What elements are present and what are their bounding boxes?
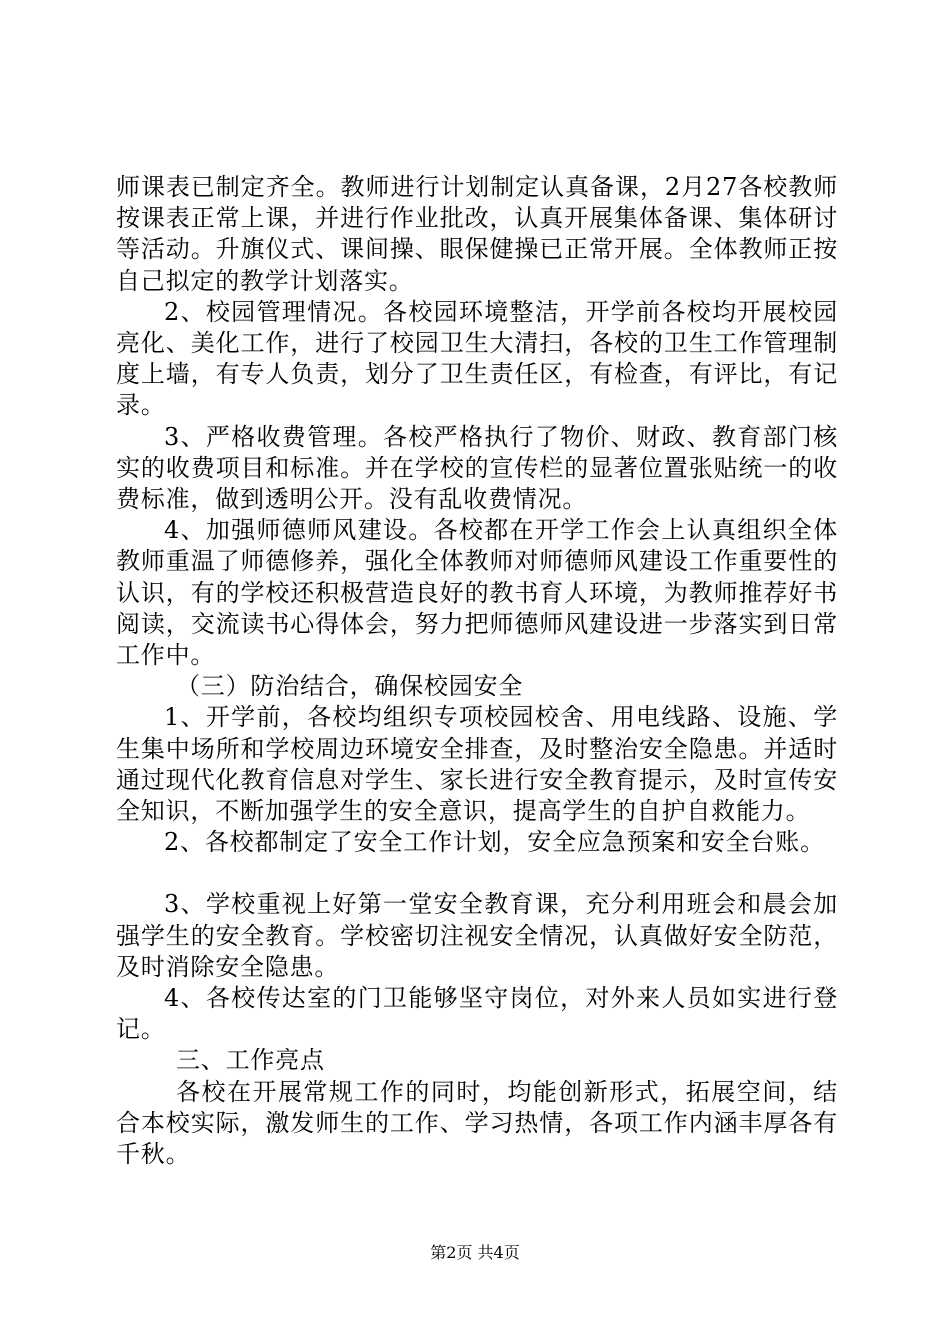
paragraph-highlights: 各校在开展常规工作的同时，均能创新形式，拓展空间，结合本校实际，激发师生的工作、学习热情，各项工作内涵丰厚各有千秋。 (116, 1077, 838, 1169)
document-body (116, 172, 838, 1170)
page-number-footer: 第2页 共4页 (430, 1243, 520, 1262)
paragraph-safety-plan: 2、各校都制定了安全工作计划，安全应急预案和安全台账。 (164, 828, 825, 857)
paragraph-campus-management: 2、校园管理情况。各校园环境整洁，开学前各校均开展校园亮化、美化工作，进行了校园卫生大清扫，各校的卫生工作管理制度上墙，有专人负责，划分了卫生责任区，有检查，有评比，有记录。 (116, 297, 838, 420)
paragraph-fee-management: 3、严格收费管理。各校严格执行了物价、财政、教育部门核实的收费项目和标准。并在学校的宣传栏的显著位置张贴统一的收费标准，做到透明公开。没有乱收费情况。 (116, 422, 838, 514)
paragraph-safety-education: 3、学校重视上好第一堂安全教育课，充分利用班会和晨会加强学生的安全教育。学校密切注视安全情况，认真做好安全防范，及时消除安全隐患。 (116, 890, 838, 981)
paragraph-gatekeeper: 4、各校传达室的门卫能够坚守岗位，对外来人员如实进行登记。 (116, 984, 838, 1044)
section-heading-safety: （三）防治结合，确保校园安全 (176, 672, 524, 701)
paragraph-safety-inspection: 1、开学前，各校均组织专项校园校舍、用电线路、设施、学生集中场所和学校周边环境安全排查，及时整治安全隐患。并适时通过现代化教育信息对学生、家长进行安全教育提示，及时宣传安全知识，不断加强学生的安全意识，提高学生的自护自救能力。 (116, 703, 838, 826)
paragraph-curriculum: 师课表已制定齐全。教师进行计划制定认真备课，2月27各校教师按课表正常上课，并进行作业批改，认真开展集体备课、集体研讨等活动。升旗仪式、课间操、眼保健操已正常开展。全体教师正按自己拟定的教学计划落实。 (116, 173, 838, 295)
section-heading-highlights: 三、工作亮点 (176, 1046, 325, 1075)
paragraph-teacher-ethics: 4、加强师德师风建设。各校都在开学工作会上认真组织全体教师重温了师德修养，强化全体教师对师德师风建设工作重要性的认识，有的学校还积极营造良好的教书育人环境，为教师推荐好书阅读，交流读书心得体会，努力把师德师风建设进一步落实到日常工作中。 (116, 516, 838, 670)
